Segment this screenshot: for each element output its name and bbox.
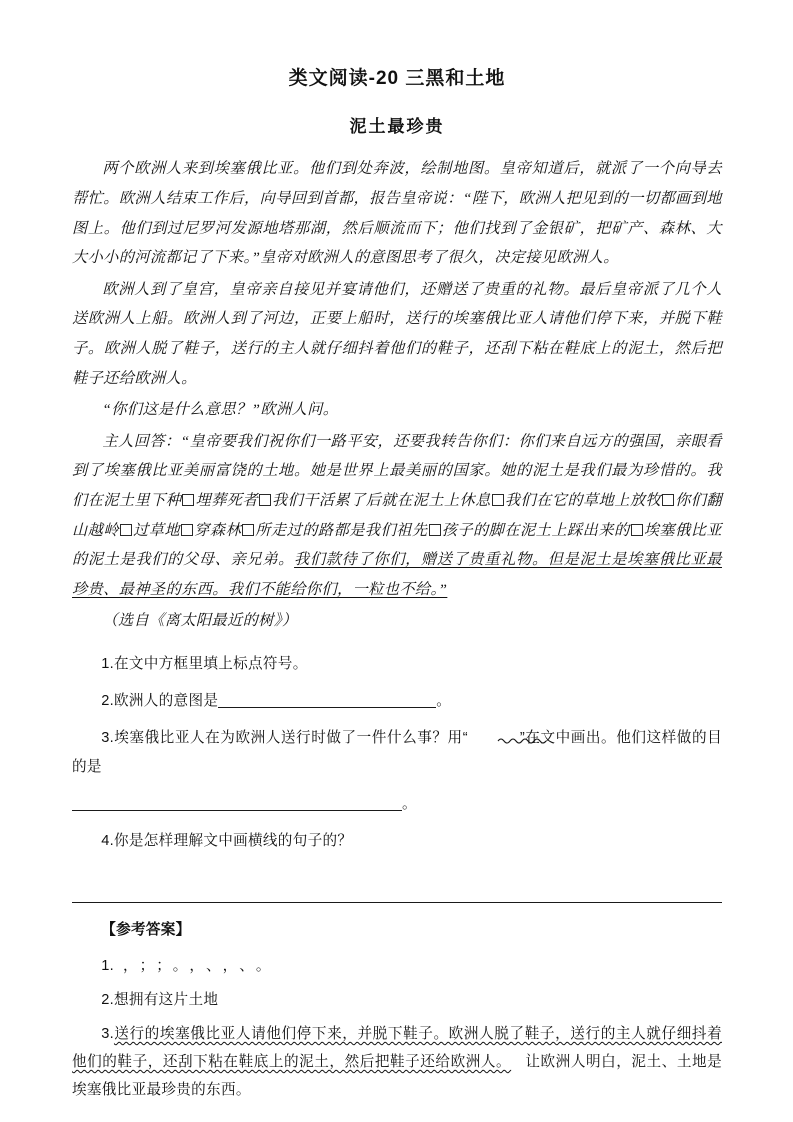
passage-source-attribution: （选自《离太阳最近的树》） [102,612,298,630]
blank-box-8[interactable] [429,524,441,536]
question-4-answer-space[interactable] [72,864,722,898]
question-2 [72,687,722,716]
question-3-text-mid: ”在文中画出。他们这样做的目的是 [72,729,723,775]
answer-1-punct-6: 、 [206,957,214,974]
passage-paragraph-3: “你们这是什么意思？”欧洲人问。 [102,401,339,419]
blank-box-2[interactable] [259,494,271,506]
passage-p4-segment-c: 我们干活累了后就在泥土上休息 [271,491,491,509]
question-4 [72,827,722,856]
answer-1-punct-8: 、 [239,957,247,974]
answer-3-plain-text: 让欧洲人明白，泥土、土地是埃塞俄比亚最珍贵的东西。 [72,1053,722,1098]
answer-2-text: 想拥有这片土地 [113,991,219,1008]
passage-paragraph-2: 欧洲人到了皇宫，皇帝亲自接见并宴请他们，还赠送了贵重的礼物。最后皇帝派了几个人送欧洲人上船。欧洲人到了河边，正要上船时，送行的埃塞俄比亚人请他们停下来，并脱下鞋子。欧洲人脱了鞋子，送行的主人就仔细抖着他们的鞋子，还刮下粘在鞋底上的泥土，然后把鞋子还给欧洲人。 [72,280,722,387]
blank-box-1[interactable] [182,494,194,506]
answer-1-punct-7: ， [222,957,231,974]
page-content [72,66,722,1110]
answer-item-2 [72,986,722,1014]
question-2-text: 欧洲人的意图是 [113,692,219,709]
blank-box-9[interactable] [631,524,643,536]
blank-box-5[interactable] [120,524,132,536]
answer-1-punct-5: ， [189,957,198,974]
passage-paragraph-4 [72,427,722,605]
answer-key-section [72,917,722,1104]
passage-p4-segment-a: 主人回答：“皇帝要我们祝你们一路平安，还要我转告你们：你们来自远方的强国，亲眼看到了埃塞俄比亚美丽富饶的土地。她是世界上最美丽的国家。她的泥土是我们最为珍惜的。我们在泥土里下种 [72,432,722,509]
answer-1-number: 1. [101,957,114,974]
question-1-number: 1. [101,655,114,672]
passage-p4-segment-e: 你们翻山越岭 [72,491,723,539]
answer-1-punct-1: ， [122,957,131,974]
answer-3-number: 3. [101,1025,114,1042]
answer-1-punct-2: ； [139,957,148,974]
answer-item-3 [72,1020,722,1104]
question-3-number: 3. [101,729,114,746]
answer-1-punct-9: 。 [255,957,271,974]
answer-key-heading: 【参考答案】 [101,921,191,938]
passage-p4-segment-b: 埋葬死者 [195,491,258,509]
passage-p4-segment-f: 过草地 [133,521,181,539]
answer-1-punct-4: 。 [172,957,181,974]
article-subtitle: 泥土最珍贵 [349,116,445,136]
passage-p4-segment-i: 孩子的脚在泥土上踩出来的 [441,521,630,539]
question-1 [72,650,722,679]
question-2-period: 。 [436,692,452,709]
blank-box-6[interactable] [181,524,193,536]
page-title: 类文阅读-20 三黑和土地 [288,68,506,89]
blank-box-7[interactable] [242,524,254,536]
question-3-answer-blank[interactable] [72,794,402,811]
passage-underlined-sentence: 我们款待了你们，赠送了贵重礼物。但是泥土是埃塞俄比亚最珍贵、最神圣的东西。我们不能给你们，一粒也不给。” [72,551,722,598]
question-3-text-before: 埃塞俄比亚人在为欧洲人送行时做了一件什么事？用“ [113,729,468,746]
blank-box-3[interactable] [492,494,504,506]
question-4-number: 4. [101,832,114,849]
questions-section [72,650,722,903]
question-1-text: 在文中方框里填上标点符号。 [113,655,308,672]
answer-item-1 [72,952,722,980]
question-3 [72,724,722,782]
passage-p4-segment-g: 穿森林 [194,521,242,539]
answer-2-number: 2. [101,991,114,1008]
passage-p4-segment-h: 所走过的路都是我们祖先 [255,521,428,539]
section-divider [72,902,722,903]
question-3-period: 。 [402,795,417,812]
reading-passage [72,154,722,636]
wavy-line-mark-icon [468,728,520,739]
question-2-number: 2. [101,692,114,709]
question-3-continued [72,790,722,819]
answer-1-punct-3: ； [156,957,164,974]
answer-3-wavy-text: 送行的埃塞俄比亚人请他们停下来，并脱下鞋子。欧洲人脱了鞋子，送行的主人就仔细抖着他们的鞋子，还刮下粘在鞋底上的泥土，然后把鞋子还给欧洲人。 [72,1025,722,1070]
question-2-answer-blank[interactable] [218,691,436,708]
passage-p4-segment-d: 我们在它的草地上放牧 [504,491,662,509]
blank-box-4[interactable] [662,494,674,506]
question-4-text: 你是怎样理解文中画横线的句子的？ [113,832,353,849]
passage-p4-segment-j: 埃塞俄比亚的泥土是我们的父母、亲兄弟。 [72,521,722,569]
passage-paragraph-1: 两个欧洲人来到埃塞俄比亚。他们到处奔波，绘制地图。皇帝知道后，就派了一个向导去帮忙。欧洲人结束工作后，向导回到首都，报告皇帝说：“陛下，欧洲人把见到的一切都画到地图上。他们到过尼罗河发源地塔那湖，然后顺流而下；他们找到了金银矿，把矿产、森林、大大小小的河流都记了下来。”皇帝对欧洲人的意图思考了很久，决定接见欧洲人。 [72,160,722,267]
